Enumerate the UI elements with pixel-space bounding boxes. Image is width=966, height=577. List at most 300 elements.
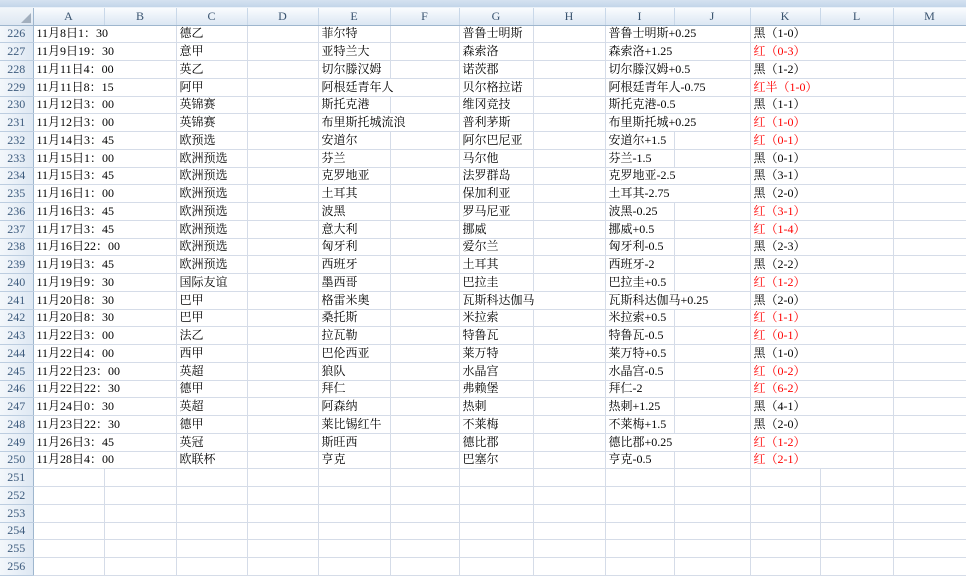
cell-empty[interactable] bbox=[674, 416, 750, 434]
cell-empty[interactable] bbox=[893, 78, 966, 96]
cell-league[interactable]: 欧洲预选 bbox=[176, 203, 247, 221]
cell-empty[interactable] bbox=[893, 558, 966, 576]
cell-date[interactable]: 11月20日8：30 bbox=[33, 309, 176, 327]
cell-league[interactable]: 英锦赛 bbox=[176, 96, 247, 114]
cell-empty[interactable] bbox=[893, 61, 966, 79]
row-header-246[interactable]: 246 bbox=[0, 380, 33, 398]
cell-date[interactable]: 11月12日3：00 bbox=[33, 96, 176, 114]
cell-league[interactable]: 欧洲预选 bbox=[176, 238, 247, 256]
cell-result[interactable]: 红（0-1） bbox=[750, 327, 893, 345]
cell-empty[interactable] bbox=[247, 291, 318, 309]
cell-date[interactable]: 11月12日3：00 bbox=[33, 114, 176, 132]
column-header-D[interactable]: D bbox=[247, 8, 318, 25]
cell-league[interactable]: 欧洲预选 bbox=[176, 256, 247, 274]
cell-result[interactable]: 红（1-1） bbox=[750, 309, 893, 327]
row-header-243[interactable]: 243 bbox=[0, 327, 33, 345]
row-header-230[interactable]: 230 bbox=[0, 96, 33, 114]
cell-home-team[interactable]: 墨西哥 bbox=[318, 274, 390, 292]
cell-league[interactable]: 国际友谊 bbox=[176, 274, 247, 292]
cell-empty[interactable] bbox=[674, 451, 750, 469]
cell-result[interactable]: 红（0-3） bbox=[750, 43, 893, 61]
cell-empty[interactable] bbox=[674, 309, 750, 327]
cell-empty[interactable] bbox=[176, 540, 247, 558]
cell-home-team[interactable]: 巴伦西亚 bbox=[318, 345, 390, 363]
cell-empty[interactable] bbox=[605, 469, 674, 487]
cell-handicap[interactable]: 西班牙-2 bbox=[605, 256, 674, 274]
cell-league[interactable]: 德甲 bbox=[176, 380, 247, 398]
cell-handicap[interactable]: 普鲁士明斯+0.25 bbox=[605, 25, 750, 43]
cell-empty[interactable] bbox=[318, 487, 390, 505]
cell-result[interactable]: 红（1-2） bbox=[750, 433, 893, 451]
cell-date[interactable]: 11月19日3：45 bbox=[33, 256, 176, 274]
cell-empty[interactable] bbox=[390, 327, 459, 345]
cell-home-team[interactable]: 拉瓦勒 bbox=[318, 327, 390, 345]
cell-league[interactable]: 欧洲预选 bbox=[176, 167, 247, 185]
cell-result[interactable]: 黑（2-0） bbox=[750, 185, 893, 203]
cell-empty[interactable] bbox=[893, 185, 966, 203]
row-header-245[interactable]: 245 bbox=[0, 362, 33, 380]
cell-empty[interactable] bbox=[247, 416, 318, 434]
cell-result[interactable]: 黑（2-2） bbox=[750, 256, 893, 274]
cell-empty[interactable] bbox=[893, 451, 966, 469]
cell-empty[interactable] bbox=[176, 504, 247, 522]
cell-result[interactable]: 黑（1-2） bbox=[750, 61, 893, 79]
cell-empty[interactable] bbox=[318, 540, 390, 558]
cell-date[interactable]: 11月8日1：30 bbox=[33, 25, 176, 43]
cell-empty[interactable] bbox=[247, 25, 318, 43]
cell-empty[interactable] bbox=[893, 362, 966, 380]
cell-empty[interactable] bbox=[893, 43, 966, 61]
cell-empty[interactable] bbox=[390, 433, 459, 451]
cell-empty[interactable] bbox=[247, 433, 318, 451]
row-header-247[interactable]: 247 bbox=[0, 398, 33, 416]
cell-empty[interactable] bbox=[533, 362, 605, 380]
cell-empty[interactable] bbox=[247, 132, 318, 150]
cell-date[interactable]: 11月16日3：45 bbox=[33, 203, 176, 221]
cell-home-team[interactable]: 安道尔 bbox=[318, 132, 390, 150]
cell-empty[interactable] bbox=[533, 504, 605, 522]
cell-empty[interactable] bbox=[247, 362, 318, 380]
cell-league[interactable]: 巴甲 bbox=[176, 291, 247, 309]
cell-league[interactable]: 英超 bbox=[176, 398, 247, 416]
cell-away-team[interactable]: 巴拉圭 bbox=[459, 274, 533, 292]
cell-home-team[interactable]: 拜仁 bbox=[318, 380, 390, 398]
cell-away-team[interactable]: 普鲁士明斯 bbox=[459, 25, 533, 43]
column-header-H[interactable]: H bbox=[533, 8, 605, 25]
cell-result[interactable]: 红（1-4） bbox=[750, 220, 893, 238]
cell-empty[interactable] bbox=[247, 487, 318, 505]
cell-empty[interactable] bbox=[820, 522, 893, 540]
cell-handicap[interactable]: 亨克-0.5 bbox=[605, 451, 674, 469]
cell-empty[interactable] bbox=[459, 522, 533, 540]
cell-date[interactable]: 11月19日9：30 bbox=[33, 274, 176, 292]
cell-league[interactable]: 英乙 bbox=[176, 61, 247, 79]
cell-empty[interactable] bbox=[104, 469, 176, 487]
cell-empty[interactable] bbox=[247, 504, 318, 522]
cell-empty[interactable] bbox=[674, 203, 750, 221]
cell-empty[interactable] bbox=[247, 220, 318, 238]
cell-empty[interactable] bbox=[750, 540, 820, 558]
cell-league[interactable]: 西甲 bbox=[176, 345, 247, 363]
cell-empty[interactable] bbox=[893, 469, 966, 487]
cell-empty[interactable] bbox=[390, 256, 459, 274]
cell-empty[interactable] bbox=[750, 469, 820, 487]
cell-empty[interactable] bbox=[390, 345, 459, 363]
cell-empty[interactable] bbox=[104, 540, 176, 558]
cell-empty[interactable] bbox=[820, 504, 893, 522]
cell-empty[interactable] bbox=[533, 345, 605, 363]
cell-empty[interactable] bbox=[674, 487, 750, 505]
cell-home-team[interactable]: 布里斯托城流浪 bbox=[318, 114, 459, 132]
cell-empty[interactable] bbox=[893, 256, 966, 274]
cell-empty[interactable] bbox=[390, 96, 459, 114]
cell-empty[interactable] bbox=[533, 185, 605, 203]
cell-empty[interactable] bbox=[533, 25, 605, 43]
cell-empty[interactable] bbox=[318, 469, 390, 487]
column-header-K[interactable]: K bbox=[750, 8, 820, 25]
cell-home-team[interactable]: 土耳其 bbox=[318, 185, 390, 203]
cell-empty[interactable] bbox=[247, 149, 318, 167]
cell-empty[interactable] bbox=[533, 327, 605, 345]
row-header-252[interactable]: 252 bbox=[0, 487, 33, 505]
row-header-248[interactable]: 248 bbox=[0, 416, 33, 434]
cell-empty[interactable] bbox=[674, 345, 750, 363]
cell-empty[interactable] bbox=[390, 25, 459, 43]
cell-empty[interactable] bbox=[33, 469, 104, 487]
cell-home-team[interactable]: 阿森纳 bbox=[318, 398, 390, 416]
cell-empty[interactable] bbox=[247, 345, 318, 363]
cell-handicap[interactable]: 波黑-0.25 bbox=[605, 203, 674, 221]
cell-empty[interactable] bbox=[820, 540, 893, 558]
column-header-B[interactable]: B bbox=[104, 8, 176, 25]
cell-date[interactable]: 11月22日3：00 bbox=[33, 327, 176, 345]
cell-empty[interactable] bbox=[390, 185, 459, 203]
cell-result[interactable]: 黑（2-3） bbox=[750, 238, 893, 256]
cell-empty[interactable] bbox=[893, 238, 966, 256]
cell-empty[interactable] bbox=[893, 487, 966, 505]
cell-handicap[interactable]: 切尔滕汉姆+0.5 bbox=[605, 61, 750, 79]
cell-result[interactable]: 红（3-1） bbox=[750, 203, 893, 221]
cell-empty[interactable] bbox=[176, 558, 247, 576]
cell-league[interactable]: 英冠 bbox=[176, 433, 247, 451]
cell-date[interactable]: 11月20日8：30 bbox=[33, 291, 176, 309]
cell-empty[interactable] bbox=[893, 504, 966, 522]
cell-empty[interactable] bbox=[247, 256, 318, 274]
cell-empty[interactable] bbox=[533, 487, 605, 505]
cell-date[interactable]: 11月15日3：45 bbox=[33, 167, 176, 185]
cell-home-team[interactable]: 亨克 bbox=[318, 451, 390, 469]
cell-empty[interactable] bbox=[893, 327, 966, 345]
cell-league[interactable]: 德乙 bbox=[176, 25, 247, 43]
cell-empty[interactable] bbox=[533, 558, 605, 576]
cell-handicap[interactable]: 德比郡+0.25 bbox=[605, 433, 750, 451]
cell-home-team[interactable]: 匈牙利 bbox=[318, 238, 390, 256]
cell-empty[interactable] bbox=[533, 203, 605, 221]
cell-empty[interactable] bbox=[318, 504, 390, 522]
cell-home-team[interactable]: 狼队 bbox=[318, 362, 390, 380]
cell-handicap[interactable]: 莱万特+0.5 bbox=[605, 345, 674, 363]
cell-away-team[interactable]: 维冈竞技 bbox=[459, 96, 533, 114]
cell-league[interactable]: 阿甲 bbox=[176, 78, 247, 96]
cell-empty[interactable] bbox=[674, 469, 750, 487]
cell-away-team[interactable]: 米拉索 bbox=[459, 309, 533, 327]
cell-away-team[interactable]: 诺茨郡 bbox=[459, 61, 533, 79]
cell-empty[interactable] bbox=[390, 487, 459, 505]
cell-home-team[interactable]: 切尔滕汉姆 bbox=[318, 61, 390, 79]
cell-empty[interactable] bbox=[533, 274, 605, 292]
row-header-238[interactable]: 238 bbox=[0, 238, 33, 256]
cell-empty[interactable] bbox=[893, 25, 966, 43]
cell-away-team[interactable]: 阿尔巴尼亚 bbox=[459, 132, 533, 150]
cell-home-team[interactable]: 斯旺西 bbox=[318, 433, 390, 451]
cell-date[interactable]: 11月26日3：45 bbox=[33, 433, 176, 451]
cell-date[interactable]: 11月11日4：00 bbox=[33, 61, 176, 79]
column-header-J[interactable]: J bbox=[674, 8, 750, 25]
cell-empty[interactable] bbox=[674, 220, 750, 238]
cell-empty[interactable] bbox=[893, 220, 966, 238]
row-header-244[interactable]: 244 bbox=[0, 345, 33, 363]
cell-result[interactable]: 黑（2-0） bbox=[750, 416, 893, 434]
cell-empty[interactable] bbox=[247, 185, 318, 203]
cell-result[interactable]: 红半（1-0） bbox=[750, 78, 893, 96]
cell-empty[interactable] bbox=[33, 522, 104, 540]
cell-away-team[interactable]: 马尔他 bbox=[459, 149, 533, 167]
cell-home-team[interactable]: 芬兰 bbox=[318, 149, 390, 167]
cell-empty[interactable] bbox=[533, 114, 605, 132]
cell-empty[interactable] bbox=[674, 238, 750, 256]
row-header-229[interactable]: 229 bbox=[0, 78, 33, 96]
cell-away-team[interactable]: 不莱梅 bbox=[459, 416, 533, 434]
row-header-254[interactable]: 254 bbox=[0, 522, 33, 540]
cell-empty[interactable] bbox=[459, 487, 533, 505]
cell-away-team[interactable]: 德比郡 bbox=[459, 433, 533, 451]
column-header-A[interactable]: A bbox=[33, 8, 104, 25]
cell-empty[interactable] bbox=[33, 558, 104, 576]
cell-empty[interactable] bbox=[390, 132, 459, 150]
cell-home-team[interactable]: 阿根廷青年人 bbox=[318, 78, 459, 96]
cell-empty[interactable] bbox=[247, 274, 318, 292]
cell-empty[interactable] bbox=[533, 132, 605, 150]
cell-away-team[interactable]: 特鲁瓦 bbox=[459, 327, 533, 345]
cell-handicap[interactable]: 克罗地亚-2.5 bbox=[605, 167, 750, 185]
cell-empty[interactable] bbox=[33, 487, 104, 505]
cell-empty[interactable] bbox=[390, 167, 459, 185]
cell-home-team[interactable]: 克罗地亚 bbox=[318, 167, 390, 185]
row-header-255[interactable]: 255 bbox=[0, 540, 33, 558]
row-header-256[interactable]: 256 bbox=[0, 558, 33, 576]
row-header-236[interactable]: 236 bbox=[0, 203, 33, 221]
cell-empty[interactable] bbox=[247, 167, 318, 185]
cell-empty[interactable] bbox=[247, 43, 318, 61]
cell-handicap[interactable]: 芬兰-1.5 bbox=[605, 149, 674, 167]
cell-empty[interactable] bbox=[33, 540, 104, 558]
cell-league[interactable]: 意甲 bbox=[176, 43, 247, 61]
cell-away-team[interactable]: 罗马尼亚 bbox=[459, 203, 533, 221]
row-header-226[interactable]: 226 bbox=[0, 25, 33, 43]
row-header-239[interactable]: 239 bbox=[0, 256, 33, 274]
cell-empty[interactable] bbox=[893, 167, 966, 185]
cell-empty[interactable] bbox=[750, 522, 820, 540]
cell-handicap[interactable]: 瓦斯科达伽马+0.25 bbox=[605, 291, 750, 309]
cell-empty[interactable] bbox=[390, 558, 459, 576]
cell-empty[interactable] bbox=[674, 362, 750, 380]
cell-league[interactable]: 欧预选 bbox=[176, 132, 247, 150]
row-header-249[interactable]: 249 bbox=[0, 433, 33, 451]
column-header-C[interactable]: C bbox=[176, 8, 247, 25]
row-header-232[interactable]: 232 bbox=[0, 132, 33, 150]
cell-empty[interactable] bbox=[390, 61, 459, 79]
cell-empty[interactable] bbox=[176, 522, 247, 540]
cell-empty[interactable] bbox=[893, 416, 966, 434]
cell-empty[interactable] bbox=[674, 327, 750, 345]
row-header-241[interactable]: 241 bbox=[0, 291, 33, 309]
cell-result[interactable]: 黑（2-0） bbox=[750, 291, 893, 309]
cell-empty[interactable] bbox=[533, 309, 605, 327]
cell-empty[interactable] bbox=[247, 522, 318, 540]
cell-empty[interactable] bbox=[533, 78, 605, 96]
cell-result[interactable]: 红（2-1） bbox=[750, 451, 893, 469]
cell-empty[interactable] bbox=[674, 522, 750, 540]
cell-handicap[interactable]: 拜仁-2 bbox=[605, 380, 674, 398]
cell-empty[interactable] bbox=[893, 96, 966, 114]
cell-handicap[interactable]: 不莱梅+1.5 bbox=[605, 416, 674, 434]
cell-date[interactable]: 11月9日19：30 bbox=[33, 43, 176, 61]
cell-empty[interactable] bbox=[893, 274, 966, 292]
column-header-L[interactable]: L bbox=[820, 8, 893, 25]
column-header-G[interactable]: G bbox=[459, 8, 533, 25]
cell-empty[interactable] bbox=[674, 274, 750, 292]
cell-away-team[interactable]: 挪威 bbox=[459, 220, 533, 238]
cell-result[interactable]: 红（0-2） bbox=[750, 362, 893, 380]
cell-away-team[interactable]: 普利茅斯 bbox=[459, 114, 533, 132]
cell-empty[interactable] bbox=[750, 487, 820, 505]
cell-handicap[interactable]: 巴拉圭+0.5 bbox=[605, 274, 674, 292]
cell-handicap[interactable]: 阿根廷青年人-0.75 bbox=[605, 78, 750, 96]
cell-league[interactable]: 欧洲预选 bbox=[176, 149, 247, 167]
cell-date[interactable]: 11月16日1：00 bbox=[33, 185, 176, 203]
cell-empty[interactable] bbox=[893, 291, 966, 309]
cell-empty[interactable] bbox=[176, 469, 247, 487]
column-header-E[interactable]: E bbox=[318, 8, 390, 25]
cell-result[interactable]: 红（1-2） bbox=[750, 274, 893, 292]
cell-date[interactable]: 11月24日0：30 bbox=[33, 398, 176, 416]
cell-empty[interactable] bbox=[533, 220, 605, 238]
cell-empty[interactable] bbox=[820, 558, 893, 576]
cell-empty[interactable] bbox=[893, 309, 966, 327]
cell-empty[interactable] bbox=[893, 203, 966, 221]
cell-date[interactable]: 11月14日3：45 bbox=[33, 132, 176, 150]
row-header-237[interactable]: 237 bbox=[0, 220, 33, 238]
column-header-M[interactable]: M bbox=[893, 8, 966, 25]
select-all-corner[interactable] bbox=[0, 8, 33, 25]
cell-empty[interactable] bbox=[247, 96, 318, 114]
cell-empty[interactable] bbox=[390, 398, 459, 416]
cell-empty[interactable] bbox=[674, 132, 750, 150]
cell-empty[interactable] bbox=[533, 540, 605, 558]
cell-result[interactable]: 黑（3-1） bbox=[750, 167, 893, 185]
cell-home-team[interactable]: 菲尔特 bbox=[318, 25, 390, 43]
cell-empty[interactable] bbox=[390, 238, 459, 256]
row-header-250[interactable]: 250 bbox=[0, 451, 33, 469]
cell-handicap[interactable]: 安道尔+1.5 bbox=[605, 132, 674, 150]
cell-empty[interactable] bbox=[247, 309, 318, 327]
cell-empty[interactable] bbox=[390, 451, 459, 469]
cell-league[interactable]: 巴甲 bbox=[176, 309, 247, 327]
cell-home-team[interactable]: 意大利 bbox=[318, 220, 390, 238]
cell-empty[interactable] bbox=[459, 469, 533, 487]
cell-league[interactable]: 德甲 bbox=[176, 416, 247, 434]
cell-empty[interactable] bbox=[674, 149, 750, 167]
cell-empty[interactable] bbox=[605, 540, 674, 558]
cell-league[interactable]: 英锦赛 bbox=[176, 114, 247, 132]
cell-empty[interactable] bbox=[390, 203, 459, 221]
cell-league[interactable]: 欧洲预选 bbox=[176, 185, 247, 203]
cell-empty[interactable] bbox=[893, 433, 966, 451]
cell-home-team[interactable]: 莱比锡红牛 bbox=[318, 416, 390, 434]
cell-empty[interactable] bbox=[893, 132, 966, 150]
cell-empty[interactable] bbox=[533, 416, 605, 434]
cell-empty[interactable] bbox=[318, 522, 390, 540]
cell-empty[interactable] bbox=[247, 61, 318, 79]
cell-empty[interactable] bbox=[533, 433, 605, 451]
cell-empty[interactable] bbox=[390, 274, 459, 292]
cell-empty[interactable] bbox=[390, 504, 459, 522]
cell-result[interactable]: 红（6-2） bbox=[750, 380, 893, 398]
cell-handicap[interactable]: 热刺+1.25 bbox=[605, 398, 674, 416]
cell-empty[interactable] bbox=[459, 504, 533, 522]
cell-empty[interactable] bbox=[390, 291, 459, 309]
cell-away-team[interactable]: 森索洛 bbox=[459, 43, 533, 61]
cell-empty[interactable] bbox=[390, 540, 459, 558]
cell-away-team[interactable]: 土耳其 bbox=[459, 256, 533, 274]
cell-handicap[interactable]: 挪威+0.5 bbox=[605, 220, 674, 238]
cell-empty[interactable] bbox=[247, 114, 318, 132]
cell-away-team[interactable]: 瓦斯科达伽马 bbox=[459, 291, 605, 309]
cell-empty[interactable] bbox=[247, 469, 318, 487]
row-header-227[interactable]: 227 bbox=[0, 43, 33, 61]
cell-empty[interactable] bbox=[247, 78, 318, 96]
cell-empty[interactable] bbox=[533, 469, 605, 487]
cell-away-team[interactable]: 爱尔兰 bbox=[459, 238, 533, 256]
cell-empty[interactable] bbox=[390, 362, 459, 380]
cell-handicap[interactable]: 斯托克港-0.5 bbox=[605, 96, 750, 114]
cell-empty[interactable] bbox=[247, 398, 318, 416]
row-header-253[interactable]: 253 bbox=[0, 504, 33, 522]
cell-empty[interactable] bbox=[318, 558, 390, 576]
cell-empty[interactable] bbox=[674, 504, 750, 522]
cell-empty[interactable] bbox=[893, 540, 966, 558]
cell-empty[interactable] bbox=[390, 309, 459, 327]
cell-empty[interactable] bbox=[533, 149, 605, 167]
cell-date[interactable]: 11月22日23：00 bbox=[33, 362, 176, 380]
cell-away-team[interactable]: 弗赖堡 bbox=[459, 380, 533, 398]
row-header-228[interactable]: 228 bbox=[0, 61, 33, 79]
column-header-I[interactable]: I bbox=[605, 8, 674, 25]
cell-empty[interactable] bbox=[674, 558, 750, 576]
cell-empty[interactable] bbox=[247, 327, 318, 345]
cell-home-team[interactable]: 西班牙 bbox=[318, 256, 390, 274]
cell-empty[interactable] bbox=[605, 487, 674, 505]
cell-empty[interactable] bbox=[104, 487, 176, 505]
cell-home-team[interactable]: 亚特兰大 bbox=[318, 43, 390, 61]
cell-empty[interactable] bbox=[533, 256, 605, 274]
cell-away-team[interactable]: 贝尔格拉诺 bbox=[459, 78, 533, 96]
cell-empty[interactable] bbox=[893, 398, 966, 416]
cell-empty[interactable] bbox=[893, 380, 966, 398]
cell-handicap[interactable]: 匈牙利-0.5 bbox=[605, 238, 674, 256]
cell-league[interactable]: 法乙 bbox=[176, 327, 247, 345]
cell-empty[interactable] bbox=[605, 522, 674, 540]
